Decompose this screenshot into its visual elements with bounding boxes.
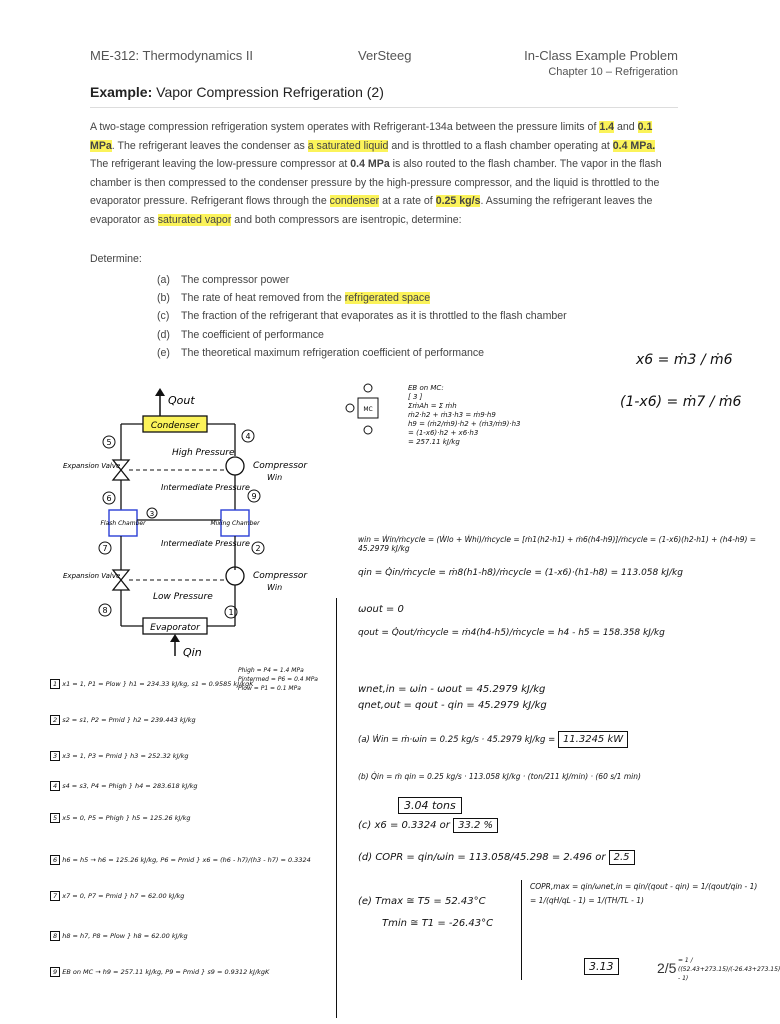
expansion-valve-top-label: Expansion Valve [63,462,121,470]
compressor-bottom-label: Compressor [253,571,308,581]
mixing-chamber-sketch [344,382,394,438]
w-out-equation: ωout = 0 [358,604,404,615]
state-entry: 4 s4 = s3, P4 = Phigh } h4 = 283.618 kJ/kg [50,782,282,814]
answer-d-text: (d) COPR = qin/ωin = 113.058/45.298 = 2.496 or [358,852,606,863]
answer-c [358,820,498,831]
list-item [157,271,567,289]
answer-d [358,852,635,863]
state-entry: 3 x3 = 1, P3 = Pmid } h3 = 252.32 kJ/kg [50,752,282,782]
note-line: ΣṁAh = Σ ṁh [408,402,457,410]
cop-max-derivation: COPR,max = qin/ωnet,in = qin/(qout - qin) = 1/(qout/qin - 1) = 1/(qH/qL - 1) = 1/(TH/TL - 1) [530,882,758,905]
evaporator-label: Evaporator [150,623,200,633]
q-out-label: Qout [168,394,195,407]
state-number: 5 [106,438,112,447]
note-line: ṁ2·h2 + ṁ3·h3 = ṁ9·h9 [408,411,496,419]
compressor-top-label: Compressor [253,461,308,471]
problem-text: A two-stage compression refrigeration system operates with Refrigerant-134a between the pressure limits of [90,121,600,133]
high-pressure-label: High Pressure [172,448,235,458]
problem-text: and [617,121,638,133]
answer-a [358,734,628,745]
note-line: EB on MC: [408,384,444,392]
item-letter: (b) [157,292,170,305]
state-entry: 2 s2 = s1, P2 = Pmid } h2 = 239.443 kJ/kg [50,716,282,752]
title-divider [90,107,678,108]
note-line: Phigh = P4 = 1.4 MPa [238,667,304,674]
item-text: The rate of heat removed from the [181,292,345,305]
highlight-pressure-high: 1.4 [599,121,615,133]
problem-text: and is throttled to a flash chamber operating at [388,139,613,152]
item-letter: (d) [157,328,170,341]
state-properties [50,680,311,998]
q-out-arrowhead [155,388,165,396]
item-letter: (a) [157,274,170,286]
w-in-bottom-label: Win [267,583,283,592]
w-in-equation: win = Ẇin/ṁcycle = (Ẇlo + Ẇhi)/ṁcycle = [ṁ1(h2-h1) + ṁ6(h4-h9)]/ṁcycle = (1-x6)(h2-h1) + (h4-h9) = 45.2979 kJ/kg [358,535,757,553]
state-number: 2 [255,544,261,553]
q-in-equation: qin = Q̇in/ṁcycle = ṁ8(h1-h8)/ṁcycle = (1-x6)·(h1-h8) = 113.058 kJ/kg [358,568,683,578]
highlight-condenser: condenser [329,195,380,207]
one-minus-x6-fraction: (1-x6) = ṁ7 / ṁ6 [620,394,742,410]
answer-e-box: 3.13 [584,958,619,975]
q-in-arrowhead [170,634,180,642]
problem-text: and both compressors are isentropic, determine: [231,213,462,226]
highlight-saturated-vapor: saturated vapor [157,213,232,226]
document-type: In-Class Example Problem [524,48,678,63]
state-number: 6 [106,494,112,503]
problem-text: . The refrigerant leaves the condenser as [111,139,308,152]
q-in-label: Qin [183,646,202,659]
problem-text: at a rate of [379,195,436,207]
state-number: 7 [102,544,108,553]
handwritten-divider [336,598,337,1018]
list-item [157,289,567,307]
cop-max-evaluation: = 1 / ((52.43+273.15)/(-26.43+273.15) - 1) [678,957,780,982]
q-out-equation: qout = Q̇out/ṁcycle = ṁ4(h4-h5)/ṁcycle = h4 - h5 = 158.358 kJ/kg [358,628,665,638]
note-line: [ 3 ] [408,393,423,401]
answer-c-text: (c) x6 = 0.3324 or [358,820,450,831]
item-text: The coefficient of performance [181,328,324,341]
answer-b: (b) Q̇in = ṁ qin = 0.25 kg/s · 113.058 kJ/kg · (ton/211 kJ/min) · (60 s/1 min) [358,772,641,781]
answer-e-tmin: Tmin ≅ T1 = -26.43°C [382,918,494,929]
answer-b-box: 3.04 tons [398,797,462,814]
problem-text: is also routed to the flash chamber. The vapor in the flash chamber is then compressed to the condenser pressure by the high-pressure compressor, and the liquid is throttled to the evaporator pressure. Refrigerant flows through the [90,158,662,207]
note-line: Pintermed = P6 = 0.4 MPa [238,676,318,683]
note-line: h9 = (ṁ2/ṁ9)·h2 + (ṁ3/ṁ9)·h3 [408,420,521,428]
state-entry: 9 EB on MC → h9 = 257.11 kJ/kg, P9 = Pmid } s9 = 0.9312 kJ/kgK [50,968,282,998]
answer-d-box: 2.5 [609,850,635,865]
list-item [157,344,567,362]
state-entry: 1 x1 = 1, P1 = Plow } h1 = 234.33 kJ/kg, s1 = 0.9585 kJ/kgK [50,680,282,716]
note-line: Plow = P1 = 0.1 MPa [238,685,301,692]
list-item [157,307,567,325]
state-number: 3 [149,510,155,518]
determine-label: Determine: [90,253,142,265]
w-in-top-label: Win [267,473,283,482]
highlight-mass-flow: 0.25 kg/s [435,195,481,207]
note-line: = 257.11 kJ/kg [408,438,460,446]
state-entry: 8 h8 = h7, P8 = Plow } h8 = 62.00 kJ/kg [50,932,282,968]
state-entry: 5 x5 = 0, P5 = Phigh } h5 = 125.26 kJ/kg [50,814,282,856]
state-entry: 7 x7 = 0, P7 = Pmid } h7 = 62.00 kJ/kg [50,892,282,932]
page-title [90,84,384,100]
refrigeration-cycle-diagram [55,380,335,670]
state-number: 1 [228,608,234,617]
problem-statement [90,118,676,229]
chapter-label: Chapter 10 – Refrigeration [548,66,678,78]
w-net-equation: wnet,in = ωin - ωout = 45.2979 kJ/kg [358,684,546,695]
note-line: = (1-x6)·h2 + x6·h3 [408,429,479,437]
state-entry: 6 h6 = h5 → h6 = 125.26 kJ/kg, P6 = Pmid } x6 = (h6 - h7)/(h3 - h7) = 0.3324 [50,856,282,892]
answer-c-box: 33.2 % [453,818,498,833]
state-number: 9 [251,492,257,501]
item-text: The compressor power [181,274,290,286]
state-number: 8 [102,606,108,615]
page-number: 2/5 [657,960,677,976]
highlight-pressure-low: 0.1 MPa [90,121,653,152]
intermediate-pressure-label-2: Intermediate Pressure [161,539,250,548]
title-text: Vapor Compression Refrigeration (2) [156,84,384,100]
title-label: Example: [90,84,153,100]
answer-a-text: (a) Ẇin = ṁ·ωin = 0.25 kg/s · 45.2979 kJ/kg = [358,735,556,745]
item-letter: (e) [157,346,170,359]
highlight-refrigerated-space: refrigerated space [344,292,431,305]
state-number: 4 [245,432,251,441]
item-text: The theoretical maximum refrigeration coefficient of performance [181,346,485,359]
item-letter: (c) [157,310,170,323]
bold-compressor-pressure: 0.4 MPa [350,158,390,170]
x6-fraction: x6 = ṁ3 / ṁ6 [636,352,733,368]
handwritten-divider-2 [521,880,522,980]
q-net-equation: qnet,out = qout - qin = 45.2979 kJ/kg [358,700,547,711]
mixing-eb-notes [408,384,520,447]
flash-chamber-label: Flash Chamber [100,520,146,527]
item-text: The fraction of the refrigerant that evaporates as it is throttled to the flash chamber [181,310,567,323]
problem-text: . Assuming the refrigerant leaves the evaporator as [90,195,653,226]
answer-a-box: 11.3245 kW [558,731,628,748]
answer-e-tmax: (e) Tmax ≅ T5 = 52.43°C [358,896,486,907]
mc-label: MC [363,406,373,413]
instructor-name: VerSteeg [358,48,412,63]
highlight-saturated-liquid: a saturated liquid [307,139,389,152]
highlight-flash-pressure: 0.4 MPa. [612,139,656,152]
intermediate-pressure-label-1: Intermediate Pressure [161,483,250,492]
low-pressure-label: Low Pressure [153,592,213,602]
determine-list [157,271,567,362]
list-item [157,326,567,344]
condenser-label: Condenser [150,421,200,431]
problem-text: The refrigerant leaving the low-pressure compressor at [90,158,351,170]
course-title: ME-312: Thermodynamics II [90,48,254,63]
top-compressor [226,457,244,475]
expansion-valve-bottom-label: Expansion Valve [63,572,121,580]
mixing-chamber-label: Mixing Chamber [210,520,260,527]
